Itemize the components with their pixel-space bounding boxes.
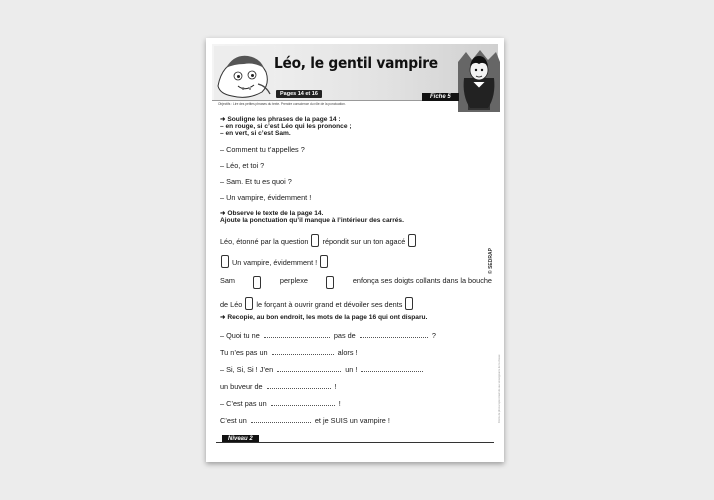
sentence-part: Sam bbox=[220, 276, 236, 285]
level-badge: Niveau 2 bbox=[222, 435, 259, 443]
blank-field[interactable] bbox=[267, 382, 331, 389]
sentence-part: C’est un bbox=[220, 416, 247, 425]
punctuation-box[interactable] bbox=[405, 297, 413, 310]
punctuation-line-1 bbox=[220, 234, 417, 247]
sentence-part: Léo, étonné par la question bbox=[220, 237, 309, 246]
fill-line-1 bbox=[220, 331, 436, 340]
sentence-part: – C’est pas un bbox=[220, 399, 267, 408]
blank-field[interactable] bbox=[360, 331, 428, 338]
exercise1-instruction-3: – en vert, si c’est Sam. bbox=[220, 130, 291, 137]
punctuation-box[interactable] bbox=[311, 234, 319, 247]
exercise2-instruction-2: Ajoute la ponctuation qu’il manque à l’intérieur des carrés. bbox=[220, 217, 404, 224]
worksheet-title: Léo, le gentil vampire bbox=[274, 54, 438, 72]
exercise1-instruction-1: ➜ Souligne les phrases de la page 14 : bbox=[220, 116, 341, 123]
sentence-part: et je SUIS un vampire ! bbox=[314, 416, 390, 425]
fiche-badge: Fiche 5 bbox=[422, 93, 459, 101]
punctuation-box[interactable] bbox=[408, 234, 416, 247]
pages-badge: Pages 14 et 16 bbox=[276, 90, 322, 98]
punctuation-box[interactable] bbox=[221, 255, 229, 268]
dialogue-line: – Un vampire, évidemment ! bbox=[220, 193, 312, 202]
fill-line-4 bbox=[220, 382, 337, 391]
sentence-part: un buveur de bbox=[220, 382, 263, 391]
punctuation-line-2 bbox=[220, 255, 329, 268]
dialogue-line: – Sam. Et tu es quoi ? bbox=[220, 177, 292, 186]
fill-line-6 bbox=[220, 416, 390, 425]
sentence-part: alors ! bbox=[337, 348, 358, 357]
vampire-boy-illustration bbox=[214, 46, 274, 100]
punctuation-line-4 bbox=[220, 297, 414, 310]
sentence-part: le forçant à ouvrir grand et dévoiler ses dents bbox=[256, 300, 403, 309]
fill-line-5 bbox=[220, 399, 341, 408]
punctuation-box[interactable] bbox=[253, 276, 261, 289]
sentence-part: Tu n’es pas un bbox=[220, 348, 268, 357]
worksheet bbox=[206, 38, 504, 462]
blank-field[interactable] bbox=[277, 365, 341, 372]
dialogue-line: – Léo, et toi ? bbox=[220, 161, 265, 170]
exercise2-instruction-1: ➜ Observe le texte de la page 14. bbox=[220, 210, 324, 217]
sentence-part: – Si, Si, Si ! J’en bbox=[220, 365, 274, 374]
punctuation-box[interactable] bbox=[320, 255, 328, 268]
sentence-part: Un vampire, évidemment ! bbox=[232, 258, 318, 267]
exercise3-instruction: ➜ Recopie, au bon endroit, les mots de la page 16 qui ont disparu. bbox=[220, 314, 428, 321]
punctuation-box[interactable] bbox=[326, 276, 334, 289]
objective-text: Objectifs : Lire des petites phrases du texte. Prendre conscience du rôle de la ponctuation. bbox=[218, 102, 346, 106]
blank-field[interactable] bbox=[264, 331, 330, 338]
sentence-part: pas de bbox=[333, 331, 356, 340]
blank-field[interactable] bbox=[271, 399, 335, 406]
vampire-man-illustration bbox=[458, 48, 500, 112]
sentence-part: répondit sur un ton agacé bbox=[322, 237, 406, 246]
footer-divider bbox=[216, 442, 494, 443]
exercise1-instruction-2: – en rouge, si c’est Léo qui les prononce ; bbox=[220, 123, 352, 130]
sentence-part: un ! bbox=[345, 365, 358, 374]
blank-field[interactable] bbox=[361, 365, 423, 372]
punctuation-box[interactable] bbox=[245, 297, 253, 310]
sentence-part: enfonça ses doigts collants dans la bouche bbox=[352, 276, 492, 285]
sentence-part: de Léo bbox=[220, 300, 243, 309]
sentence-part: ? bbox=[431, 331, 436, 340]
blank-field[interactable] bbox=[272, 348, 334, 355]
dialogue-line: – Comment tu t’appelles ? bbox=[220, 145, 305, 154]
sentence-part: – Quoi tu ne bbox=[220, 331, 260, 340]
punctuation-line-3 bbox=[220, 276, 492, 289]
publisher-label: © SEDRAP bbox=[488, 248, 494, 274]
fill-line-2 bbox=[220, 348, 358, 357]
sentence-part: ! bbox=[338, 399, 341, 408]
sentence-part: ! bbox=[334, 382, 337, 391]
fill-line-3 bbox=[220, 365, 425, 374]
blank-field[interactable] bbox=[251, 416, 311, 423]
legal-notice: Droits de photocopie réservés aux enseignants de la classe bbox=[498, 354, 501, 423]
sentence-part: perplexe bbox=[279, 276, 308, 285]
